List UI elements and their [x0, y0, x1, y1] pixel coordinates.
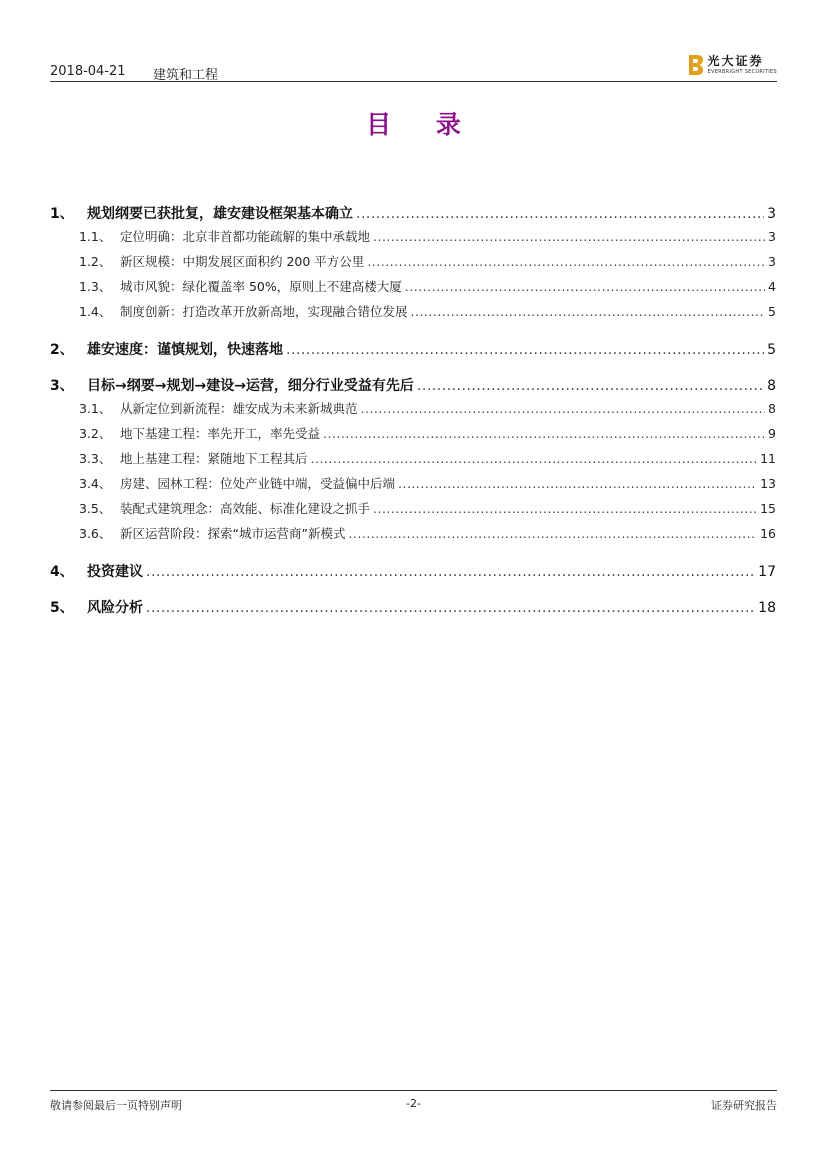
toc-leader [411, 304, 766, 319]
toc-title: 规划纲要已获批复，雄安建设框架基本确立 [87, 206, 353, 222]
toc-entry-5[interactable] [50, 597, 776, 621]
toc-page-number: 4 [768, 279, 776, 294]
toc-title: 新区规模：中期发展区面积约 200 平方公里 [120, 254, 365, 269]
toc-page-number: 3 [767, 206, 776, 222]
toc-page-number: 3 [768, 229, 776, 244]
toc-page-number: 16 [760, 526, 776, 541]
toc-number: 3.3、 [79, 451, 112, 466]
page-header [50, 52, 777, 82]
toc-number: 3.6、 [79, 526, 112, 541]
toc-number: 4、 [50, 564, 74, 580]
toc-title: 从新定位到新流程：雄安成为未来新城典范 [120, 401, 358, 416]
toc-title: 地下基建工程：率先开工，率先受益 [120, 426, 321, 441]
toc-entry-1[interactable] [50, 203, 776, 227]
toc-leader [367, 254, 765, 269]
toc-leader [146, 564, 755, 580]
toc-number: 1.2、 [79, 254, 112, 269]
toc-leader [373, 229, 765, 244]
toc-page-number: 11 [760, 451, 776, 466]
toc-leader [146, 600, 755, 616]
toc-entry-3-2[interactable] [50, 424, 776, 449]
toc-number: 1.3、 [79, 279, 112, 294]
toc-entry-3-4[interactable] [50, 474, 776, 499]
toc-page-number: 5 [768, 304, 776, 319]
toc-leader [405, 279, 765, 294]
toc-title: 地上基建工程：紧随地下工程其后 [120, 451, 308, 466]
toc-title: 投资建议 [87, 564, 143, 580]
toc-page-number: 5 [767, 342, 776, 358]
logo-english-name: EVERBRIGHT SECURITIES [707, 69, 777, 75]
report-category: 建筑和工程 [153, 68, 219, 83]
toc-entry-3-1[interactable] [50, 399, 776, 424]
toc-leader [286, 342, 764, 358]
toc-entry-1-1[interactable] [50, 227, 776, 252]
toc-number: 3.2、 [79, 426, 112, 441]
toc-title: 目标→纲要→规划→建设→运营，细分行业受益有先后 [87, 378, 414, 394]
toc-entry-3-5[interactable] [50, 499, 776, 524]
toc-title: 房建、园林工程：位处产业链中端，受益偏中后端 [120, 476, 396, 491]
toc-number: 2、 [50, 342, 74, 358]
report-date: 2018-04-21 [50, 64, 126, 79]
toc-page-number: 18 [758, 600, 776, 616]
toc-page-number: 8 [768, 401, 776, 416]
toc-page-number: 13 [760, 476, 776, 491]
toc-title: 城市风貌：绿化覆盖率 50%，原则上不建高楼大厦 [120, 279, 402, 294]
toc-page-number: 17 [758, 564, 776, 580]
brand-logo [688, 52, 777, 78]
footer-page-number: -2- [406, 1097, 421, 1110]
toc-entry-2[interactable] [50, 339, 776, 363]
header-divider [50, 81, 777, 82]
toc-leader [398, 476, 757, 491]
footer-disclaimer: 敬请参阅最后一页特别声明 [50, 1099, 182, 1112]
toc-title: 装配式建筑理念：高效能、标准化建设之抓手 [120, 501, 371, 516]
toc-entry-3-3[interactable] [50, 449, 776, 474]
toc-entry-1-3[interactable] [50, 277, 776, 302]
toc-leader [356, 206, 764, 222]
toc-title: 新区运营阶段：探索“城市运营商”新模式 [120, 526, 346, 541]
table-of-contents [50, 203, 776, 621]
toc-leader [323, 426, 765, 441]
toc-title: 定位明确：北京非首都功能疏解的集中承载地 [120, 229, 371, 244]
toc-title: 制度创新：打造改革开放新高地，实现融合错位发展 [120, 304, 408, 319]
toc-page-number: 9 [768, 426, 776, 441]
toc-entry-1-4[interactable] [50, 302, 776, 327]
toc-title: 雄安速度：谨慎规划，快速落地 [87, 342, 283, 358]
toc-leader [361, 401, 766, 416]
toc-leader [348, 526, 757, 541]
logo-mark-icon [688, 54, 704, 76]
page-title: 目 录 [366, 110, 479, 139]
footer-report-type: 证券研究报告 [711, 1099, 777, 1112]
toc-entry-4[interactable] [50, 561, 776, 585]
toc-leader [311, 451, 758, 466]
toc-leader [373, 501, 757, 516]
toc-number: 1.1、 [79, 229, 112, 244]
toc-entry-3-6[interactable] [50, 524, 776, 549]
toc-page-number: 8 [767, 378, 776, 394]
toc-number: 1、 [50, 206, 74, 222]
toc-number: 3.5、 [79, 501, 112, 516]
toc-page-number: 3 [768, 254, 776, 269]
logo-chinese-name: 光大证券 [707, 54, 764, 68]
toc-entry-3[interactable] [50, 375, 776, 399]
toc-number: 3、 [50, 378, 74, 394]
toc-number: 3.1、 [79, 401, 112, 416]
toc-title: 风险分析 [87, 600, 143, 616]
toc-number: 3.4、 [79, 476, 112, 491]
toc-leader [417, 378, 764, 394]
toc-number: 5、 [50, 600, 74, 616]
toc-entry-1-2[interactable] [50, 252, 776, 277]
toc-page-number: 15 [760, 501, 776, 516]
page-footer [50, 1090, 777, 1111]
toc-number: 1.4、 [79, 304, 112, 319]
